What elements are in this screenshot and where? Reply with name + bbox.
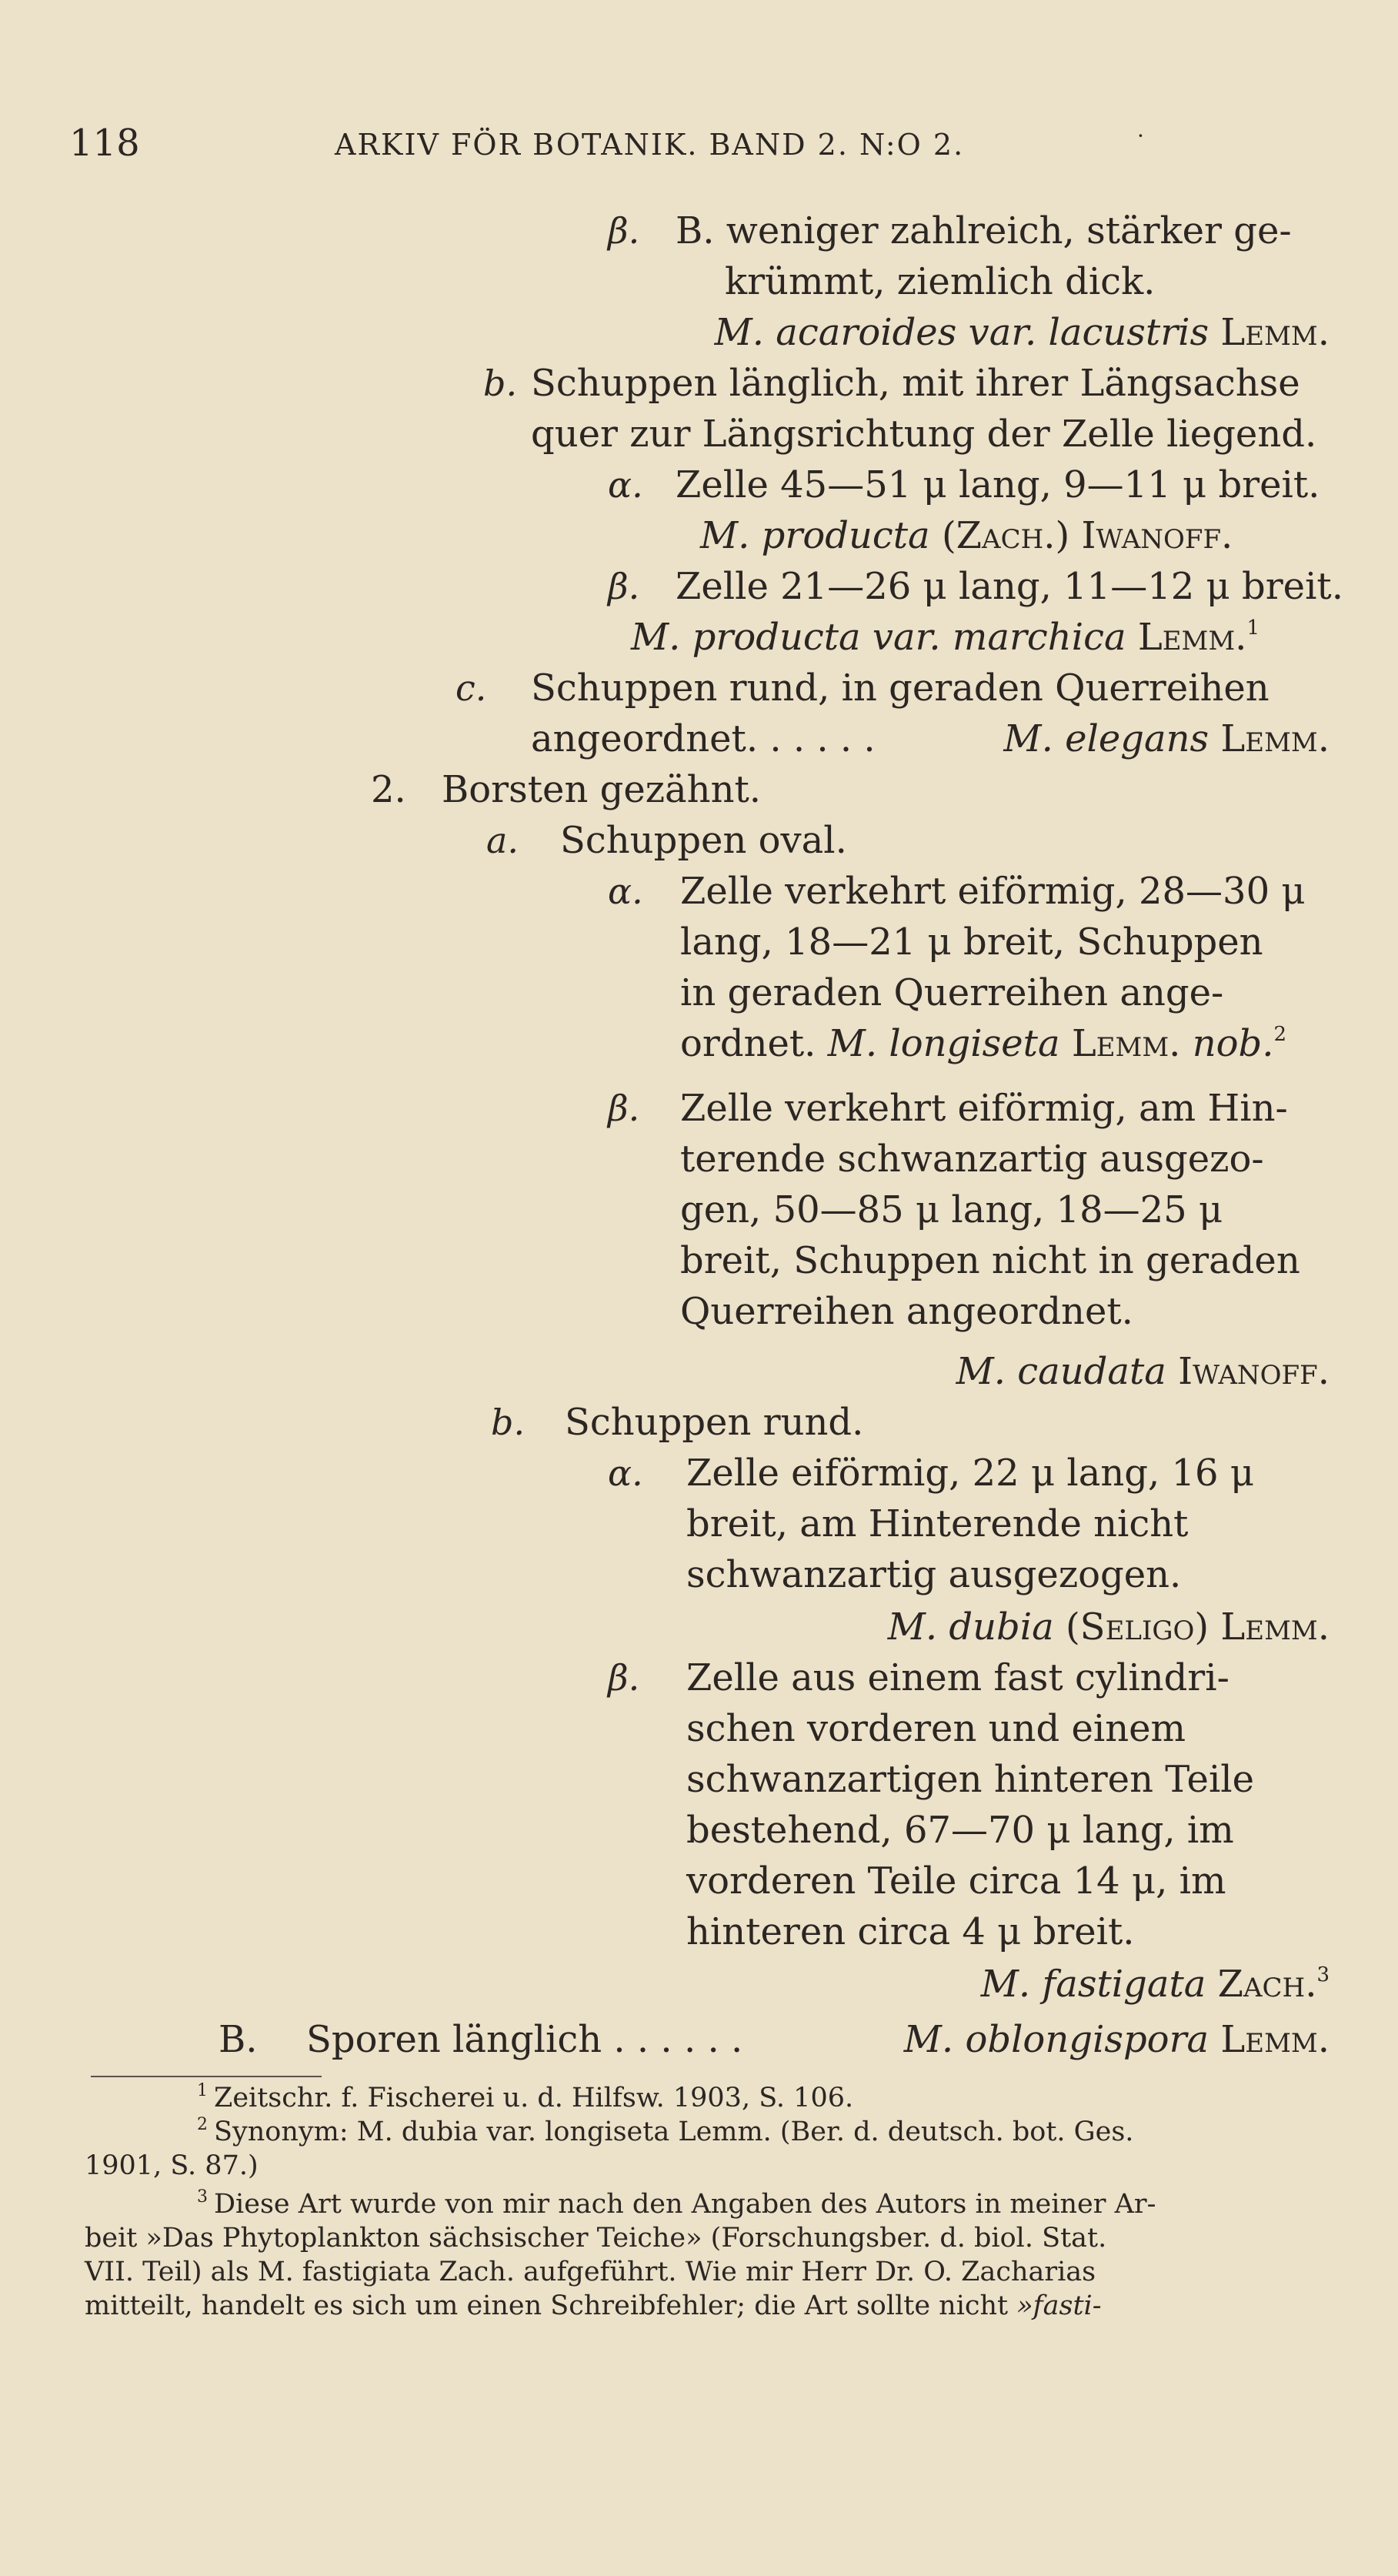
key-text: quer zur Längsrichtung der Zelle liegend.: [531, 413, 1317, 456]
key-line: [676, 563, 1343, 610]
key-line: [560, 817, 847, 864]
key-line: [531, 411, 1316, 457]
key-text: B. weniger zahlreich, stärker ge-: [676, 209, 1292, 252]
key-line: [680, 970, 1330, 1016]
key-marker: 2.: [371, 768, 406, 811]
taxon-author: Lemm.: [1137, 616, 1247, 659]
taxon-name: M. oblongispora: [903, 2018, 1209, 2061]
key-line: [680, 919, 1330, 965]
taxon-name: M. producta var. marchica: [631, 616, 1126, 659]
footnote: [197, 2081, 853, 2115]
key-marker: c.: [455, 667, 487, 709]
key-line: [680, 868, 1330, 914]
taxon-line: [616, 309, 1330, 356]
taxon-author: (Zach.) Iwanoff.: [941, 514, 1233, 557]
footnote-text: Synonym: M. dubia var. longiseta Lemm. (Ber. d. deutsch. bot. Ges.: [214, 2117, 1134, 2147]
key-text: Zelle verkehrt eiförmig, am Hin-: [680, 1087, 1288, 1130]
key-line: [686, 1450, 1330, 1496]
key-text: Querreihen angeordnet.: [680, 1290, 1133, 1333]
key-text: Zelle eiförmig, 22 μ lang, 16 μ: [686, 1452, 1255, 1495]
taxon-name: M. producta: [700, 514, 930, 557]
key-text: terende schwanzartig ausgezo-: [680, 1138, 1264, 1181]
key-text: gen, 50—85 μ lang, 18—25 μ: [680, 1188, 1223, 1231]
taxon-author: Lemm.: [1220, 311, 1330, 354]
footnote-cont: beit »Das Phytoplankton sächsischer Teiche» (Forschungsber. d. biol. Stat.: [85, 2223, 1107, 2254]
footnote-cont: 1901, S. 87.): [85, 2150, 259, 2181]
key-text: krümmt, ziemlich dick.: [725, 260, 1156, 303]
header-mark: ·: [1137, 123, 1144, 149]
key-text: Schuppen rund, in geraden Querreihen: [531, 667, 1270, 710]
footnote: [197, 2115, 1342, 2149]
taxon-line: [692, 1961, 1330, 2007]
key-text: Zelle verkehrt eiförmig, 28—30 μ: [680, 870, 1306, 913]
key-line: [686, 1756, 1330, 1803]
key-marker: α.: [608, 1452, 643, 1494]
key-text: Schuppen oval.: [560, 819, 847, 862]
taxon-name: M. fastigata: [980, 1963, 1206, 2006]
key-text: Zelle aus einem fast cylindri-: [686, 1656, 1230, 1699]
key-line: [676, 462, 1320, 508]
key-text: Zelle 21—26 μ lang, 11—12 μ breit.: [676, 565, 1343, 608]
footnote-cont: [85, 2289, 1102, 2323]
taxon-author: Zach.: [1217, 1963, 1317, 2006]
key-line: [531, 360, 1330, 406]
taxon-author: Lemm.: [1220, 2018, 1330, 2061]
key-marker: α.: [608, 870, 643, 912]
key-line: [686, 1552, 1181, 1598]
key-text: Schuppen rund.: [565, 1401, 864, 1444]
key-marker: α.: [608, 464, 643, 506]
key-text: Schuppen länglich, mit ihrer Längsachse: [531, 362, 1300, 405]
taxon-author: (Seligo) Lemm.: [1065, 1605, 1330, 1649]
taxon-line: [692, 1348, 1330, 1395]
key-text: Borsten gezähnt.: [442, 768, 762, 811]
taxon-line: [700, 513, 1233, 559]
footnote-text-italic: »fasti-: [1016, 2290, 1102, 2321]
key-text: schen vorderen und einem: [686, 1707, 1186, 1750]
footnote-ref: 2: [1273, 1023, 1287, 1046]
key-text: schwanzartigen hinteren Teile: [686, 1758, 1255, 1801]
taxon-author: Iwanoff.: [1178, 1350, 1330, 1393]
footnote-number: 2: [197, 2115, 208, 2134]
taxon-name: M. dubia: [887, 1605, 1054, 1649]
key-marker: β.: [608, 566, 640, 607]
taxon-line: [680, 1021, 1286, 1067]
key-line: [686, 1706, 1330, 1752]
key-text: in geraden Querreihen ange-: [680, 971, 1224, 1014]
key-text: bestehend, 67—70 μ lang, im: [686, 1809, 1234, 1852]
key-line: [680, 1187, 1330, 1233]
key-text: breit, Schuppen nicht in geraden: [680, 1239, 1300, 1282]
taxon-note: nob.: [1192, 1022, 1274, 1065]
key-line: [680, 1136, 1330, 1182]
key-marker: a.: [486, 820, 519, 861]
taxon-author: Lemm.: [1220, 717, 1330, 760]
taxon-line: [531, 716, 1330, 762]
taxon-name: M. acaroides var. lacustris: [714, 311, 1209, 354]
footnote-text: mitteilt, handelt es sich um einen Schreibfehler; die Art sollte nicht: [85, 2290, 1009, 2321]
key-line: [676, 208, 1330, 254]
key-line: [680, 1238, 1330, 1284]
key-marker: β.: [608, 1657, 640, 1699]
key-marker: B.: [219, 2018, 258, 2061]
key-line: [725, 259, 1155, 305]
key-text: vorderen Teile circa 14 μ, im: [686, 1859, 1226, 1903]
taxon-name: M. caudata: [956, 1350, 1166, 1393]
key-text: Sporen länglich . . . . . .: [306, 2018, 743, 2061]
key-line: [686, 1501, 1330, 1547]
key-line: [680, 1288, 1133, 1335]
key-marker: β.: [608, 210, 640, 252]
taxon-line: [692, 1604, 1330, 1650]
key-marker: b.: [491, 1402, 526, 1443]
taxon-line: [631, 614, 1260, 660]
footnote: [197, 2187, 1342, 2221]
footnote-number: 3: [197, 2187, 208, 2207]
key-text: angeordnet. . . . . .: [531, 717, 876, 760]
taxon-author: Lemm.: [1071, 1022, 1181, 1065]
page-number: 118: [69, 122, 140, 165]
taxon-line: [306, 2016, 1330, 2063]
footnote-number: 1: [197, 2081, 208, 2100]
key-line: [442, 767, 761, 813]
key-text: hinteren circa 4 μ breit.: [686, 1910, 1135, 1953]
key-line: [686, 1909, 1135, 1955]
footnote-ref: 3: [1316, 1963, 1330, 1986]
footnote-divider: [91, 2076, 322, 2077]
key-line: [565, 1399, 863, 1445]
key-line: [686, 1858, 1330, 1904]
taxon-name: M. longiseta: [827, 1022, 1060, 1065]
footnote-cont: VII. Teil) als M. fastigiata Zach. aufgeführt. Wie mir Herr Dr. O. Zacharias: [85, 2257, 1096, 2287]
key-text: lang, 18—21 μ breit, Schuppen: [680, 920, 1263, 964]
running-head: ARKIV FÖR BOTANIK. BAND 2. N:O 2.: [335, 128, 965, 162]
footnote-text: Diese Art wurde von mir nach den Angaben des Autors in meiner Ar-: [214, 2189, 1156, 2220]
key-text: ordnet.: [680, 1022, 816, 1065]
page-header: [0, 122, 1398, 168]
key-line: [686, 1655, 1330, 1701]
key-text: breit, am Hinterende nicht: [686, 1502, 1189, 1545]
footnote-ref: 1: [1246, 616, 1260, 640]
taxon-name: M. elegans: [1003, 717, 1209, 760]
key-text: Zelle 45—51 μ lang, 9—11 μ breit.: [676, 463, 1320, 506]
key-line: [686, 1807, 1330, 1853]
key-marker: b.: [483, 363, 518, 404]
key-text: schwanzartig ausgezogen.: [686, 1553, 1182, 1596]
footnote-text: Zeitschr. f. Fischerei u. d. Hilfsw. 1903, S. 106.: [214, 2083, 854, 2113]
key-line: [680, 1085, 1330, 1131]
key-line: [531, 665, 1330, 711]
key-marker: β.: [608, 1088, 640, 1129]
